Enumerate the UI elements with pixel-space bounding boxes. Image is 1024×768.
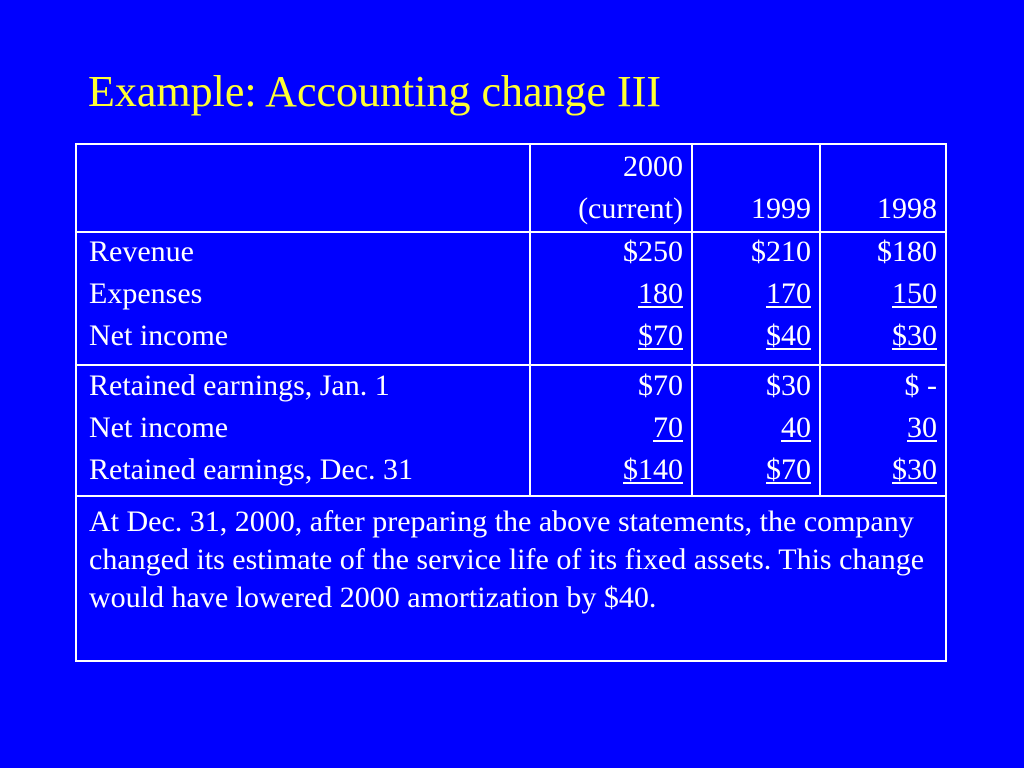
- revenue-1998: $180: [877, 235, 937, 268]
- label-re-dec31: Retained earnings, Dec. 31: [89, 453, 414, 486]
- re-net-income-1998: 30: [907, 411, 937, 444]
- re-opening-1999: $30: [766, 369, 811, 402]
- retained-earnings-1999: [693, 365, 811, 491]
- net-income-2000: $70: [638, 319, 683, 352]
- retained-earnings-labels: [89, 365, 413, 491]
- table-divider-retained: [77, 495, 945, 497]
- expenses-2000: 180: [638, 277, 683, 310]
- label-expenses: Expenses: [89, 277, 203, 310]
- re-closing-2000: $140: [623, 453, 683, 486]
- net-income-1998: $30: [892, 319, 937, 352]
- header-2000: [531, 146, 683, 230]
- slide-title: Example: Accounting change III: [88, 67, 662, 116]
- re-opening-1998: $ -: [904, 369, 937, 402]
- header-1999: [693, 188, 811, 230]
- label-re-net-income: Net income: [89, 411, 229, 444]
- retained-earnings-2000: [531, 365, 683, 491]
- re-net-income-1999: 40: [781, 411, 811, 444]
- income-1998: [821, 231, 937, 357]
- label-net-income: Net income: [89, 319, 229, 352]
- header-1999-year: 1999: [751, 192, 811, 225]
- income-2000: [531, 231, 683, 357]
- retained-earnings-1998: [821, 365, 937, 491]
- re-closing-1999: $70: [766, 453, 811, 486]
- net-income-1999: $40: [766, 319, 811, 352]
- header-2000-current: (current): [578, 192, 683, 225]
- header-2000-year: 2000: [623, 150, 683, 183]
- expenses-1998: 150: [892, 277, 937, 310]
- re-closing-1998: $30: [892, 453, 937, 486]
- header-1998: [821, 188, 937, 230]
- revenue-2000: $250: [623, 235, 683, 268]
- change-note: At Dec. 31, 2000, after preparing the above statements, the company changed its estimate of the service life of its fixed assets. This change would have lowered 2000 amortization by $40.: [89, 505, 925, 614]
- revenue-1999: $210: [751, 235, 811, 268]
- expenses-1999: 170: [766, 277, 811, 310]
- header-1998-year: 1998: [877, 192, 937, 225]
- income-labels: [89, 231, 228, 357]
- label-revenue: Revenue: [89, 235, 194, 268]
- re-opening-2000: $70: [638, 369, 683, 402]
- income-1999: [693, 231, 811, 357]
- accounting-table: [75, 143, 947, 662]
- label-re-jan1: Retained earnings, Jan. 1: [89, 369, 390, 402]
- re-net-income-2000: 70: [653, 411, 683, 444]
